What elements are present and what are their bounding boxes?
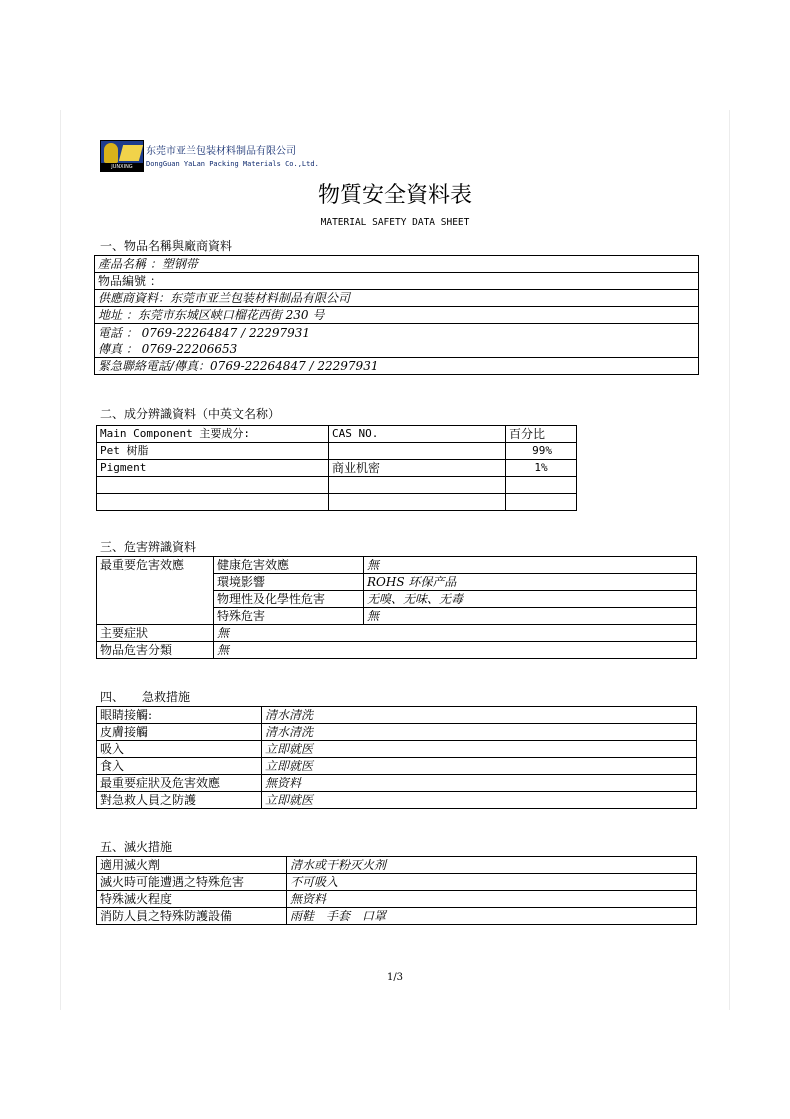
hazard-class-label: 物品危害分類 bbox=[97, 642, 214, 659]
section-5-heading: 五、滅火措施 bbox=[100, 840, 173, 854]
supplier-cell: 供應商資料：东莞市亚兰包装材料制品有限公司 bbox=[95, 290, 699, 307]
page-edge-right bbox=[729, 110, 730, 1010]
first-aid-label: 吸入 bbox=[97, 741, 262, 758]
symptom-label: 主要症狀 bbox=[97, 625, 214, 642]
fire-value: 清水或干粉灭火剂 bbox=[287, 857, 697, 874]
page-edge-left bbox=[60, 110, 61, 1010]
fax-cell: 傳真 ： 0769-22206653 bbox=[95, 341, 699, 358]
company-name-cn: 东莞市亚兰包装材料制品有限公司 bbox=[146, 146, 296, 157]
table-row bbox=[97, 758, 697, 775]
table-row bbox=[97, 891, 697, 908]
document-subtitle: MATERIAL SAFETY DATA SHEET bbox=[320, 217, 470, 228]
logo-mark-shape-2 bbox=[119, 145, 143, 161]
fire-value: 不可吸入 bbox=[287, 874, 697, 891]
page-number: 1/3 bbox=[386, 972, 404, 983]
cas-cell: 商业机密 bbox=[329, 460, 506, 477]
fire-label: 滅火時可能遭遇之特殊危害 bbox=[97, 874, 287, 891]
component-cell bbox=[97, 477, 329, 494]
table-row bbox=[95, 290, 699, 307]
percent-cell bbox=[506, 494, 577, 511]
first-aid-label: 最重要症狀及危害效應 bbox=[97, 775, 262, 792]
hazard-item-label: 特殊危害 bbox=[214, 608, 364, 625]
fire-value: 雨鞋 手套 口罩 bbox=[287, 908, 697, 925]
table-row bbox=[95, 324, 699, 342]
product-code-cell: 物品編號 ： bbox=[95, 273, 699, 290]
table-row bbox=[95, 358, 699, 375]
component-cell: Pet 树脂 bbox=[97, 443, 329, 460]
component-cell bbox=[97, 494, 329, 511]
first-aid-value: 清水清洗 bbox=[262, 724, 697, 741]
table-row bbox=[97, 625, 697, 642]
company-name-en: DongGuan YaLan Packing Materials Co.,Ltd. bbox=[146, 160, 319, 168]
section-3-table bbox=[96, 556, 697, 659]
first-aid-label: 皮膚接觸 bbox=[97, 724, 262, 741]
section-3-heading: 三、危害辨識資料 bbox=[100, 540, 197, 554]
fire-label: 適用滅火劑 bbox=[97, 857, 287, 874]
column-header-percent: 百分比 bbox=[506, 426, 577, 443]
document-title: 物質安全資料表 bbox=[317, 183, 472, 208]
table-row bbox=[97, 741, 697, 758]
phone-cell: 電話 ： 0769-22264847 / 22297931 bbox=[95, 324, 699, 342]
company-header bbox=[100, 140, 400, 174]
hazard-group-label: 最重要危害效應 bbox=[97, 557, 214, 625]
table-row bbox=[97, 724, 697, 741]
first-aid-label: 對急救人員之防護 bbox=[97, 792, 262, 809]
first-aid-value: 立即就医 bbox=[262, 741, 697, 758]
section-2-table bbox=[96, 425, 577, 511]
hazard-item-value: 無 bbox=[364, 608, 697, 625]
table-row bbox=[97, 443, 577, 460]
first-aid-value: 清水清洗 bbox=[262, 707, 697, 724]
symptom-value: 無 bbox=[214, 625, 697, 642]
product-name-cell: 產品名稱 ：塑钢带 bbox=[95, 256, 699, 273]
logo-mark-shape bbox=[104, 143, 118, 163]
percent-cell: 1% bbox=[506, 460, 577, 477]
section-4-heading: 四、 急救措施 bbox=[100, 690, 191, 704]
table-row bbox=[97, 908, 697, 925]
column-header-cas: CAS NO. bbox=[329, 426, 506, 443]
hazard-item-label: 物理性及化學性危害 bbox=[214, 591, 364, 608]
table-row bbox=[95, 256, 699, 273]
fire-label: 特殊滅火程度 bbox=[97, 891, 287, 908]
hazard-item-value: 无嗅、无味、无毒 bbox=[364, 591, 697, 608]
table-row bbox=[95, 273, 699, 290]
fire-label: 消防人員之特殊防護設備 bbox=[97, 908, 287, 925]
table-row bbox=[97, 707, 697, 724]
first-aid-value: 立即就医 bbox=[262, 758, 697, 775]
hazard-item-label: 環境影響 bbox=[214, 574, 364, 591]
fire-value: 無资料 bbox=[287, 891, 697, 908]
section-2-heading: 二、成分辨識資料（中英文名称） bbox=[100, 407, 281, 421]
table-row bbox=[95, 341, 699, 358]
table-row bbox=[97, 494, 577, 511]
table-row bbox=[97, 775, 697, 792]
first-aid-value: 無资料 bbox=[262, 775, 697, 792]
percent-cell bbox=[506, 477, 577, 494]
section-5-table bbox=[96, 856, 697, 925]
first-aid-label: 眼睛接觸: bbox=[97, 707, 262, 724]
percent-cell: 99% bbox=[506, 443, 577, 460]
emergency-contact-cell: 緊急聯絡電話/傳真：0769-22264847 / 22297931 bbox=[95, 358, 699, 375]
table-header-row bbox=[97, 426, 577, 443]
table-row bbox=[97, 642, 697, 659]
cas-cell bbox=[329, 443, 506, 460]
first-aid-value: 立即就医 bbox=[262, 792, 697, 809]
hazard-item-value: 無 bbox=[364, 557, 697, 574]
table-row bbox=[97, 477, 577, 494]
company-logo bbox=[100, 140, 144, 172]
table-row bbox=[97, 460, 577, 477]
hazard-item-value: ROHS 环保产品 bbox=[364, 574, 697, 591]
address-cell: 地址 ：东莞市东城区峡口榴花西街 230 号 bbox=[95, 307, 699, 324]
section-1-heading: 一、物品名稱與廠商資料 bbox=[100, 239, 233, 253]
cas-cell bbox=[329, 477, 506, 494]
table-row bbox=[97, 792, 697, 809]
column-header-component: Main Component 主要成分: bbox=[97, 426, 329, 443]
logo-strip-text: JUNXING bbox=[101, 163, 143, 171]
first-aid-label: 食入 bbox=[97, 758, 262, 775]
hazard-item-label: 健康危害效應 bbox=[214, 557, 364, 574]
cas-cell bbox=[329, 494, 506, 511]
section-1-table bbox=[94, 255, 699, 375]
component-cell: Pigment bbox=[97, 460, 329, 477]
table-row bbox=[97, 874, 697, 891]
hazard-class-value: 無 bbox=[214, 642, 697, 659]
table-row bbox=[95, 307, 699, 324]
table-row bbox=[97, 557, 697, 574]
table-row bbox=[97, 857, 697, 874]
section-4-table bbox=[96, 706, 697, 809]
